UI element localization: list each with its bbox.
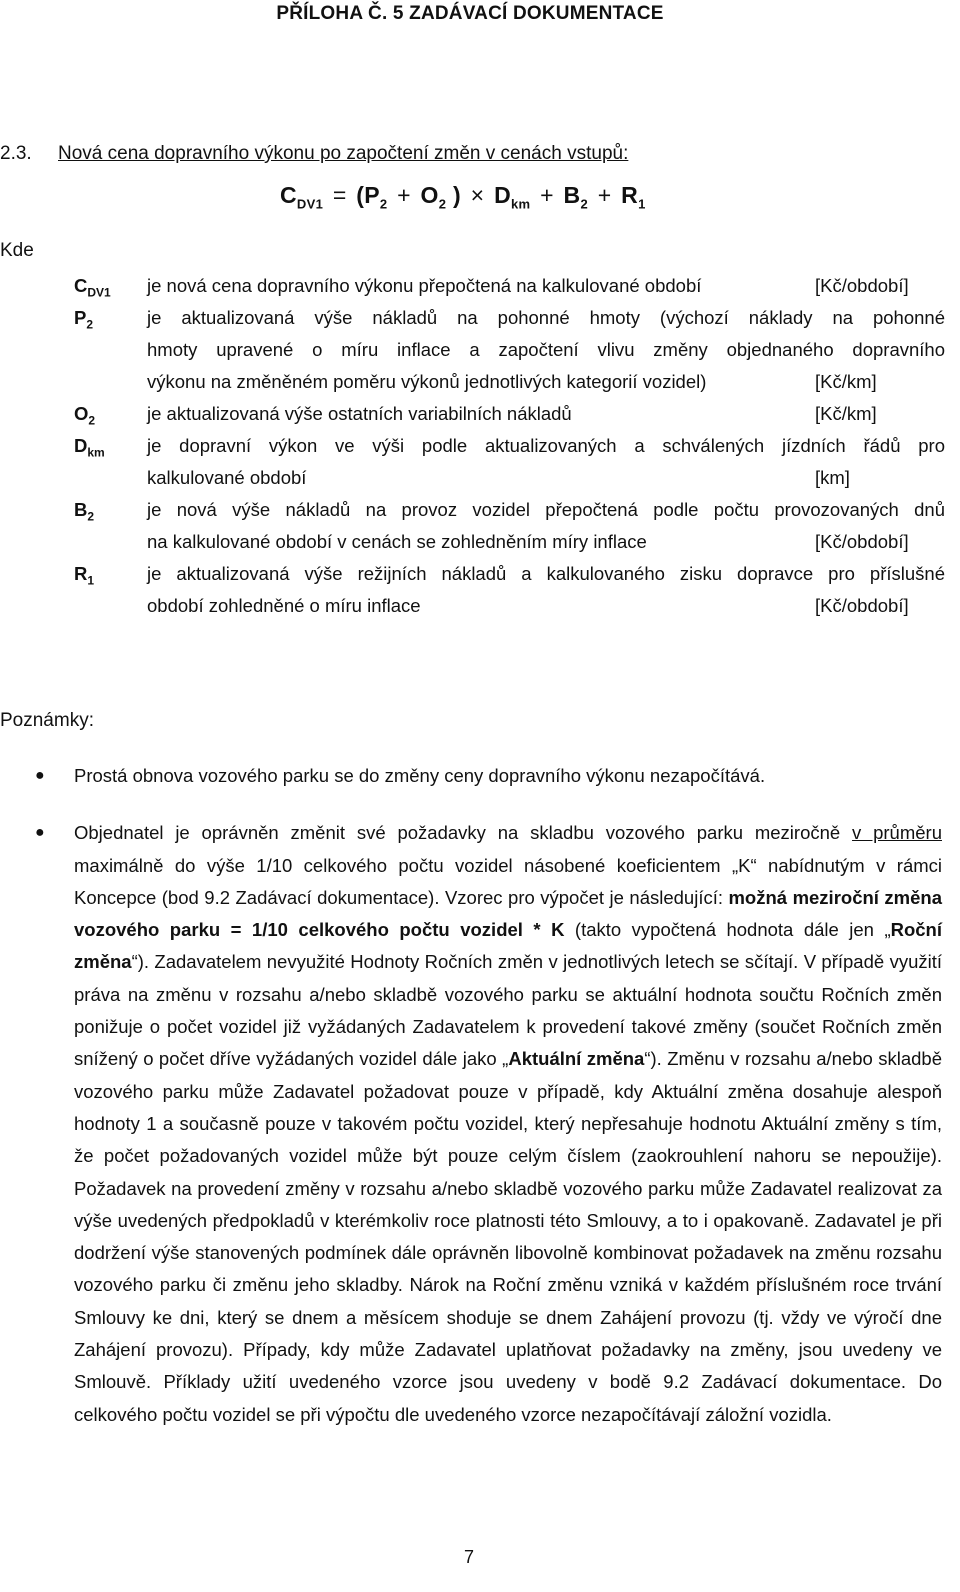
formula-t2-sub: 2 <box>438 196 447 212</box>
definition-row <box>0 302 945 398</box>
note-underlined: v průměru <box>852 822 942 844</box>
definitions-list <box>0 270 945 622</box>
description-line <box>147 494 945 526</box>
unit-label: [Kč/období] <box>815 531 909 552</box>
note-text: Prostá obnova vozového parku se do změny ceny dopravního výkonu nezapočítává. <box>74 765 766 786</box>
formula-lhs-sub: DV1 <box>296 196 324 212</box>
description-text: hmoty upravené o míru inflace a započtení vlivu změny objednaného dopravního <box>147 339 945 360</box>
description-line <box>147 334 945 366</box>
section-number: 2.3. <box>0 143 32 164</box>
section-heading <box>0 143 628 165</box>
description-line <box>147 430 945 462</box>
note-bold-formula: možná meziroční změna vozového parku = 1/10 celkového počtu vozidel * K <box>74 886 942 941</box>
formula-t1: (P <box>356 182 380 208</box>
definition-row <box>0 494 945 558</box>
formula-t3-sub: km <box>511 196 531 212</box>
description-text: kalkulované období <box>147 467 307 488</box>
formula-plus3: + <box>597 182 612 208</box>
definition-description <box>147 302 945 398</box>
symbol-subscript: 1 <box>87 573 95 588</box>
section-title: Nová cena dopravního výkonu po započtení změn v cenách vstupů: <box>58 143 629 164</box>
note-bold-term: Roční změna <box>74 919 942 973</box>
definition-row <box>0 398 945 430</box>
definition-symbol <box>74 494 94 533</box>
notes-list <box>30 760 942 1431</box>
definition-symbol <box>74 302 93 341</box>
symbol-letter: C <box>74 275 88 296</box>
formula-plus1: + <box>397 182 411 208</box>
bullet-icon: ● <box>35 767 45 784</box>
formula-lhs: C <box>280 182 297 208</box>
note-bold-term: Aktuální změna <box>508 1048 645 1070</box>
definition-description <box>147 558 945 622</box>
description-text: je dopravní výkon ve výši podle aktualizovaných a schválených jízdních řádů pro <box>147 435 945 456</box>
formula-close: ) <box>452 182 461 208</box>
page-header: PŘÍLOHA Č. 5 ZADÁVACÍ DOKUMENTACE <box>276 3 664 24</box>
description-text: výkonu na změněném poměru výkonů jednotlivých kategorií vozidel) <box>147 371 707 392</box>
description-text: je aktualizovaná výše nákladů na pohonné hmoty (výchozí náklady na pohonné <box>147 307 945 328</box>
note-text-part: Objednatel je oprávněn změnit své požadavky na skladbu vozového parku meziročně <box>74 822 853 844</box>
note-item <box>30 760 942 792</box>
formula-t5-sub: 1 <box>638 196 646 212</box>
unit-label: [Kč/km] <box>815 371 877 392</box>
description-line <box>147 398 945 430</box>
formula-t4-sub: 2 <box>580 196 588 212</box>
definition-row <box>0 558 945 622</box>
description-line <box>147 462 945 494</box>
symbol-letter: R <box>74 563 88 584</box>
symbol-subscript: 2 <box>88 413 96 428</box>
definition-description <box>147 494 945 558</box>
definition-row <box>0 270 945 302</box>
formula-eq: = <box>332 182 347 208</box>
definition-description <box>147 430 945 494</box>
definition-description <box>147 270 945 302</box>
definition-symbol <box>74 558 94 597</box>
symbol-subscript: 2 <box>86 317 94 332</box>
unit-label: [km] <box>815 467 850 488</box>
description-text: je nová cena dopravního výkonu přepočtená na kalkulované období <box>147 275 702 296</box>
description-text: období zohledněné o míru inflace <box>147 595 421 616</box>
unit-label: [Kč/období] <box>815 595 909 616</box>
formula-t4: B <box>563 182 581 208</box>
note-item <box>30 817 942 1431</box>
page-number: 7 <box>464 1547 475 1567</box>
symbol-subscript: 2 <box>87 509 95 524</box>
note-text-part: “). Změnu v rozsahu a/nebo skladbě vozového parku může Zadavatel požadovat pouze v případě, kdy Aktuální změna dosahuje alespoň hodnoty 1 a současně pouze v takovém počtu vozidel, který nepřesahuje hodnotu Aktuální změny s tím, že počet požadovaných vozidel může být pouze celým číslem (zaokrouhlení nahoru se nepoužije). Požadavek na provedení změny v rozsahu a/nebo skladbě vozového parku může Zadavatel realizovat za výše uvedených předpokladů v kterémkoliv roce platnosti této Smlouvy, a to i opakovaně. Zadavatel je při dodržení výše stanovených podmínek dále oprávněn libovolně kombinovat požadavek na změnu rozsahu vozového parku či změnu jeho skladby. Nárok na Roční změnu vzniká v každém příslušném roce trvání Smlouvy ke dni, který se dnem a měsícem shoduje se dnem Zahájení provozu (tj. vždy ve výročí dne Zahájení provozu). Případy, kdy může Zadavatel uplatňovat požadavky na změny, jsou uvedeny ve Smlouvě. Příklady užití uvedeného vzorce jsou uvedeny v bodě 9.2 Zadávací dokumentace. Do celkového počtu vozidel se při výpočtu dle uvedeného vzorce nezapočítávají záložní vozidla. <box>74 1048 942 1425</box>
definition-description <box>147 398 945 430</box>
formula-plus2: + <box>540 182 554 208</box>
description-line <box>147 366 945 398</box>
symbol-letter: D <box>74 435 88 456</box>
definition-row <box>0 430 945 494</box>
description-text: na kalkulované období v cenách se zohledněním míry inflace <box>147 531 647 552</box>
description-line <box>147 270 945 302</box>
formula-t2: O <box>420 182 439 208</box>
formula-times: × <box>470 182 485 208</box>
formula <box>280 182 650 212</box>
description-text: je aktualizovaná výše režijních nákladů a kalkulovaného zisku dopravce pro příslušné <box>147 563 945 584</box>
description-line <box>147 526 945 558</box>
symbol-subscript: km <box>87 445 105 460</box>
formula-t3: D <box>494 182 512 208</box>
description-line <box>147 590 945 622</box>
description-line <box>147 558 945 590</box>
formula-t1-sub: 2 <box>379 196 388 212</box>
symbol-letter: P <box>74 307 87 328</box>
definition-symbol <box>74 430 105 469</box>
kde-label: Kde <box>0 240 34 261</box>
note-text-part: (takto vypočtená hodnota dále jen „ <box>564 919 891 941</box>
description-line <box>147 302 945 334</box>
description-text: je aktualizovaná výše ostatních variabilních nákladů <box>147 403 572 424</box>
symbol-letter: O <box>74 403 89 424</box>
notes-label: Poznámky: <box>0 710 94 731</box>
note-text-part: “). Zadavatelem nevyužité Hodnoty Ročních změn v jednotlivých letech se sčítají. V případě využití práva na změnu v rozsahu a/nebo skladbě vozového parku se aktuální hodnota součtu Ročních změn ponižuje o počet vozidel již vyžádaných Zadavatelem k provedení takové změny (součet Ročních změn snížený o počet dříve vyžádaných vozidel dále jako „ <box>74 951 942 1070</box>
unit-label: [Kč/období] <box>815 275 909 296</box>
symbol-subscript: DV1 <box>87 285 111 300</box>
formula-t5: R <box>621 182 639 208</box>
bullet-icon: ● <box>35 824 45 842</box>
note-text-part: maximálně do výše 1/10 celkového počtu vozidel násobené koeficientem „K“ nabídnutým v rámci Koncepce (bod 9.2 Zadávací dokumentace). Vzorec pro výpočet je následující: <box>74 854 942 908</box>
symbol-letter: B <box>74 499 88 520</box>
description-text: je nová výše nákladů na provoz vozidel přepočtená podle počtu provozovaných dnů <box>147 499 945 520</box>
unit-label: [Kč/km] <box>815 403 877 424</box>
